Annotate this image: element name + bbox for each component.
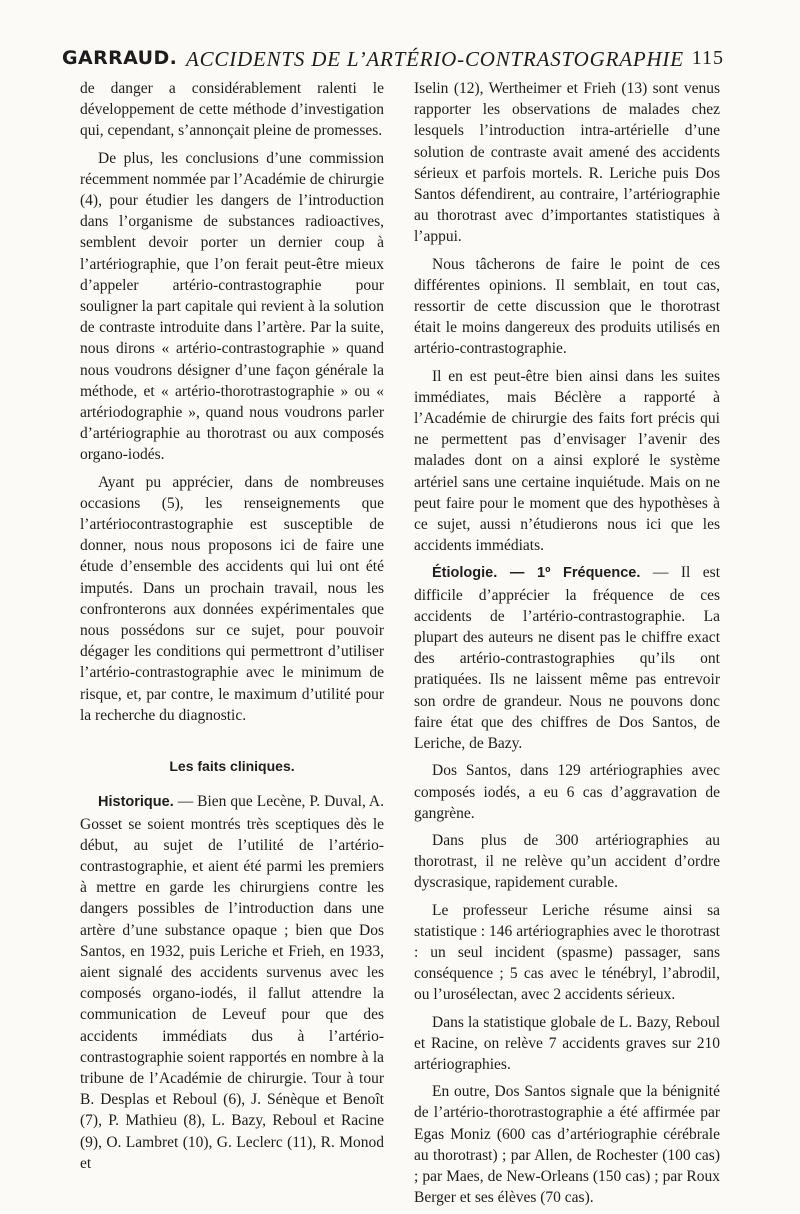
run-in-heading: Étiologie. — 1º Fréquence.	[432, 565, 641, 582]
paragraph: Il en est peut-être bien ainsi dans les suites immédiates, mais Béclère a rapporté à l’Académie de chirurgie des faits fort précis qui ne permettent pas d’envisager l’avenir des malades dont on a ainsi exploré le système artériel sans une certaine inquiétude. Mais on ne peut faire pour le moment que des hypothèses à ce sujet, aussi n’étudierons nous ici que les accidents immédiats.	[414, 367, 720, 555]
paragraph: En outre, Dos Santos signale que la bénignité de l’artério-thorotrastographie a été affirmée par Egas Moniz (600 cas d’artériographie cérébrale au thorotrast) ; par Allen, de Rochester (100 cas) ; par Maes, de New-Orleans (150 cas) ; par Roux Berger et ses élèves (70 cas).	[414, 1083, 720, 1207]
paragraph: Dans la statistique globale de L. Bazy, Reboul et Racine, on relève 7 accidents graves sur 210 artériographies.	[414, 1013, 720, 1073]
paragraph	[414, 562, 720, 754]
right-column	[414, 78, 720, 1214]
paragraph: Dans plus de 300 artériographies au thorotrast, il ne relève qu’un accident d’ordre dyscrasique, rapidement curable.	[414, 831, 720, 892]
run-in-heading: Historique.	[98, 794, 174, 811]
header-title: ACCIDENTS DE L’ARTÉRIO-CONTRASTOGRAPHIE	[186, 47, 684, 71]
page-number: 115	[691, 47, 724, 69]
paragraph: Ayant pu apprécier, dans de nombreuses occasions (5), les renseignements que l’artériocontrastographie est susceptible de donner, nous nous proposons ici de faire une étude d’ensemble des accidents qui lui ont été imputés. Dans un prochain travail, nous les confronterons aux données expérimentales que nous possédons sur ce sujet, pour pouvoir dégager les conditions qui permettront d’utiliser l’artério-contrastographie avec le minimum de risque, et, par contre, le maximum d’utilité pour la recherche du diagnostic.	[80, 473, 384, 724]
paragraph	[80, 791, 384, 1174]
paragraph: Dos Santos, dans 129 artériographies avec composés iodés, a eu 6 cas d’aggravation de gangrène.	[414, 762, 720, 822]
header-author: GARRAUD.	[62, 47, 178, 69]
paragraph-text: — Bien que Lecène, P. Duval, A. Gosset se soient montrés très sceptiques dès le début, au sujet de l’utilité de l’artério-contrastographie, et aient été parmi les premiers à mettre en garde les chirurgiens contre les dangers possibles de l’introduction dans une artère d’une substance opaque ; bien que Dos Santos, en 1932, puis Leriche et Frieh, en 1933, aient signalé des accidents survenus avec les composés organo-iodés, il fallut attendre la communication de Leveuf pour que des accidents immédiats dus à l’artério-contrastographie soient rapportés en nombre à la tribune de l’Académie de chirurgie. Tour à tour B. Desplas et Reboul (6), J. Sénèque et Benoît (7), P. Mathieu (8), L. Bazy, Reboul et Racine (9), O. Lambret (10), G. Leclerc (11), R. Monod et	[80, 793, 384, 1172]
running-header	[62, 47, 724, 77]
paragraph: Iselin (12), Wertheimer et Frieh (13) sont venus rapporter les observations de malades chez lesquels l’introduction intra-artérielle d’une solution de contraste avait amené des accidents sérieux et parfois mortels. R. Leriche puis Dos Santos défendirent, au contraire, l’artériographie au thorotrast avec d’importantes statistiques à l’appui.	[414, 80, 720, 246]
paragraph: De plus, les conclusions d’une commission récemment nommée par l’Académie de chirurgie (4), pour étudier les dangers de l’introduction dans l’organisme de substances radioactives, semblent devoir porter un dernier coup à l’artériographie, que l’on ferait peut-être mieux d’appeler artério-contrastographie pour souligner la part capitale qui revient à la solution de contraste introduite dans l’artère. Par la suite, nous dirons « artério-contrastographie » quand nous voudrons désigner d’une façon générale la méthode, et « artério-thorotrastographie » ou « artériodographie », quand nous voudrons parler d’artériographie au thorotrast ou aux composés organo-iodés.	[80, 149, 384, 464]
paragraph: Nous tâcherons de faire le point de ces différentes opinions. Il semblait, en tout cas, ressortir de cette discussion que le thorotrast était le moins dangereux des produits utilisés en artério-contrastographie.	[414, 255, 720, 358]
left-column	[80, 78, 384, 1180]
paragraph-text: — Il est difficile d’apprécier la fréquence de ces accidents de l’artério-contrastographie. La plupart des auteurs ne disent pas le chiffre exact des artério-contrastographies qu’ils ont pratiquées. Ils ne laissent même pas entrevoir son ordre de grandeur. Nous ne pouvons donc faire état que des chiffres de Dos Santos, de Leriche, de Bazy.	[414, 564, 720, 753]
paragraph: de danger a considérablement ralenti le développement de cette méthode d’investigation qui, cependant, s’annonçait pleine de promesses.	[80, 80, 384, 140]
paragraph: Le professeur Leriche résume ainsi sa statistique : 146 artériographies avec le thorotrast : un seul incident (spasme) passager, sans conséquence ; 5 cas avec le ténébryl, l’abrodil, ou l’urosélectan, avec 2 accidents sérieux.	[414, 901, 720, 1004]
section-title: Les faits cliniques.	[169, 758, 295, 775]
